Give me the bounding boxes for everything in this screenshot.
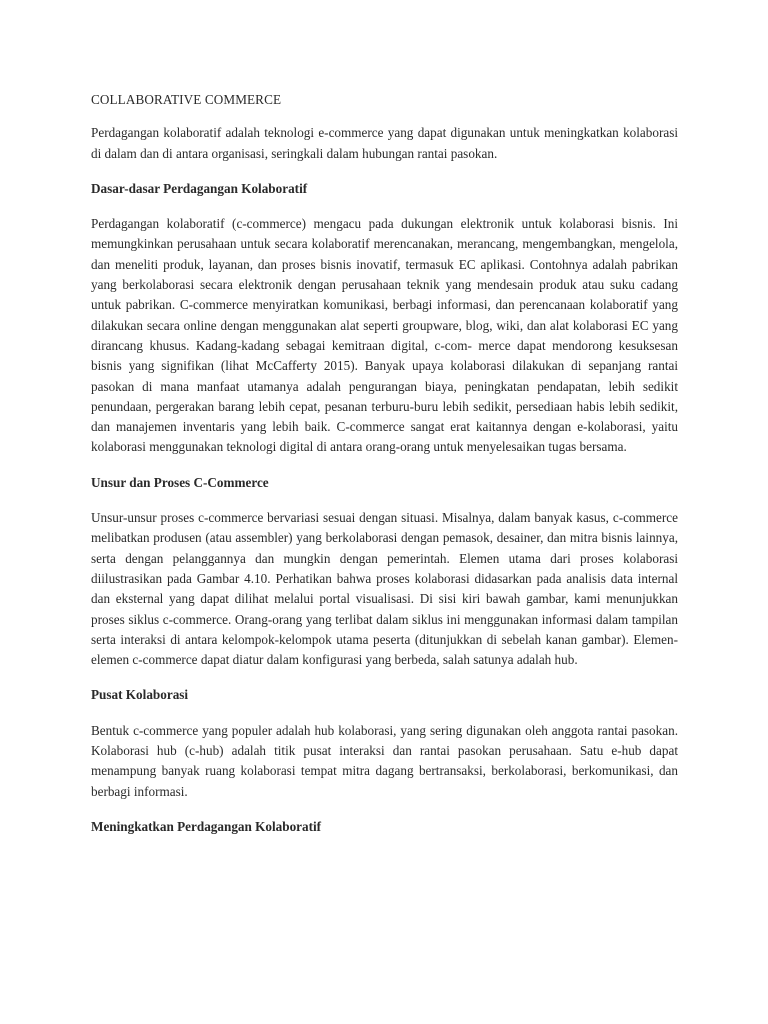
section-heading-unsur: Unsur dan Proses C-Commerce bbox=[91, 474, 269, 490]
section-heading-meningkatkan: Meningkatkan Perdagangan Kolaboratif bbox=[91, 818, 322, 834]
document-title: COLLABORATIVE COMMERCE bbox=[91, 92, 282, 107]
section-body-unsur: Unsur-unsur proses c-commerce bervariasi sesuai dengan situasi. Misalnya, dalam banyak kasus, c-commerce melibatkan produsen (atau assembler) yang berkolaborasi dengan pemasok, desainer, dan mitra bisnis lainnya, serta dengan pelanggannya dan mungkin dengan pemerintah. Elemen utama dari proses kolaborasi diilustrasikan pada Gambar 4.10. Perhatikan bahwa proses kolaborasi didasarkan pada analisis data internal dan eksternal yang dapat dilihat melalui portal visualisasi. Di sisi kiri bawah gambar, kami menunjukkan proses siklus c-commerce. Orang-orang yang terlibat dalam siklus ini menggunakan informasi dalam tampilan serta interaksi di antara kelompok-kelompok utama peserta (ditunjukkan di sebelah kanan gambar). Elemen-elemen c-commerce dapat diatur dalam konfigurasi yang berbeda, salah satunya adalah hub. bbox=[91, 510, 678, 668]
section-heading-pusat: Pusat Kolaborasi bbox=[91, 687, 189, 703]
section-heading-dasar: Dasar-dasar Perdagangan Kolaboratif bbox=[91, 180, 308, 196]
section-body-pusat: Bentuk c-commerce yang populer adalah hub kolaborasi, yang sering digunakan oleh anggota rantai pasokan. Kolaborasi hub (c-hub) adalah titik pusat interaksi dan rantai pasokan perusahaan. Satu e-hub dapat menampung banyak ruang kolaborasi tempat mitra dagang bertransaksi, berkolaborasi, berkomunikasi, dan berbagi informasi. bbox=[91, 722, 678, 799]
intro-paragraph: Perdagangan kolaboratif adalah teknologi e-commerce yang dapat digunakan untuk meningkatkan kolaborasi di dalam dan di antara organisasi, seringkali dalam hubungan rantai pasokan. bbox=[91, 125, 678, 161]
document-content bbox=[91, 90, 678, 852]
section-body-dasar: Perdagangan kolaboratif (c-commerce) mengacu pada dukungan elektronik untuk kolaborasi bisnis. Ini memungkinkan perusahaan untuk secara kolaboratif merencanakan, merancang, mengembangkan, mengelola, dan meneliti produk, layanan, dan proses bisnis inovatif, termasuk EC aplikasi. Contohnya adalah pabrikan yang berkolaborasi secara elektronik dengan perusahaan teknik yang mendesain produk atau suku cadang untuk pabrikan. C-commerce menyiratkan komunikasi, berbagi informasi, dan perencanaan kolaboratif yang dilakukan secara online dengan menggunakan alat seperti groupware, blog, wiki, dan alat kolaborasi EC yang dirancang khusus. Kadang-kadang sebagai kemitraan digital, c-com- merce dapat mendorong kesuksesan bisnis yang signifikan (lihat McCafferty 2015). Banyak upaya kolaborasi dilakukan di sepanjang rantai pasokan di mana manfaat utamanya adalah pengurangan biaya, peningkatan pendapatan, lebih sedikit penundaan, pergerakan barang lebih cepat, pesanan terburu-buru lebih sedikit, persediaan habis lebih sedikit, dan manajemen inventaris yang lebih baik. C-commerce sangat erat kaitannya dengan e-kolaborasi, yaitu kolaborasi menggunakan teknologi digital di antara orang-orang untuk menyelesaikan tugas bersama. bbox=[91, 216, 678, 455]
